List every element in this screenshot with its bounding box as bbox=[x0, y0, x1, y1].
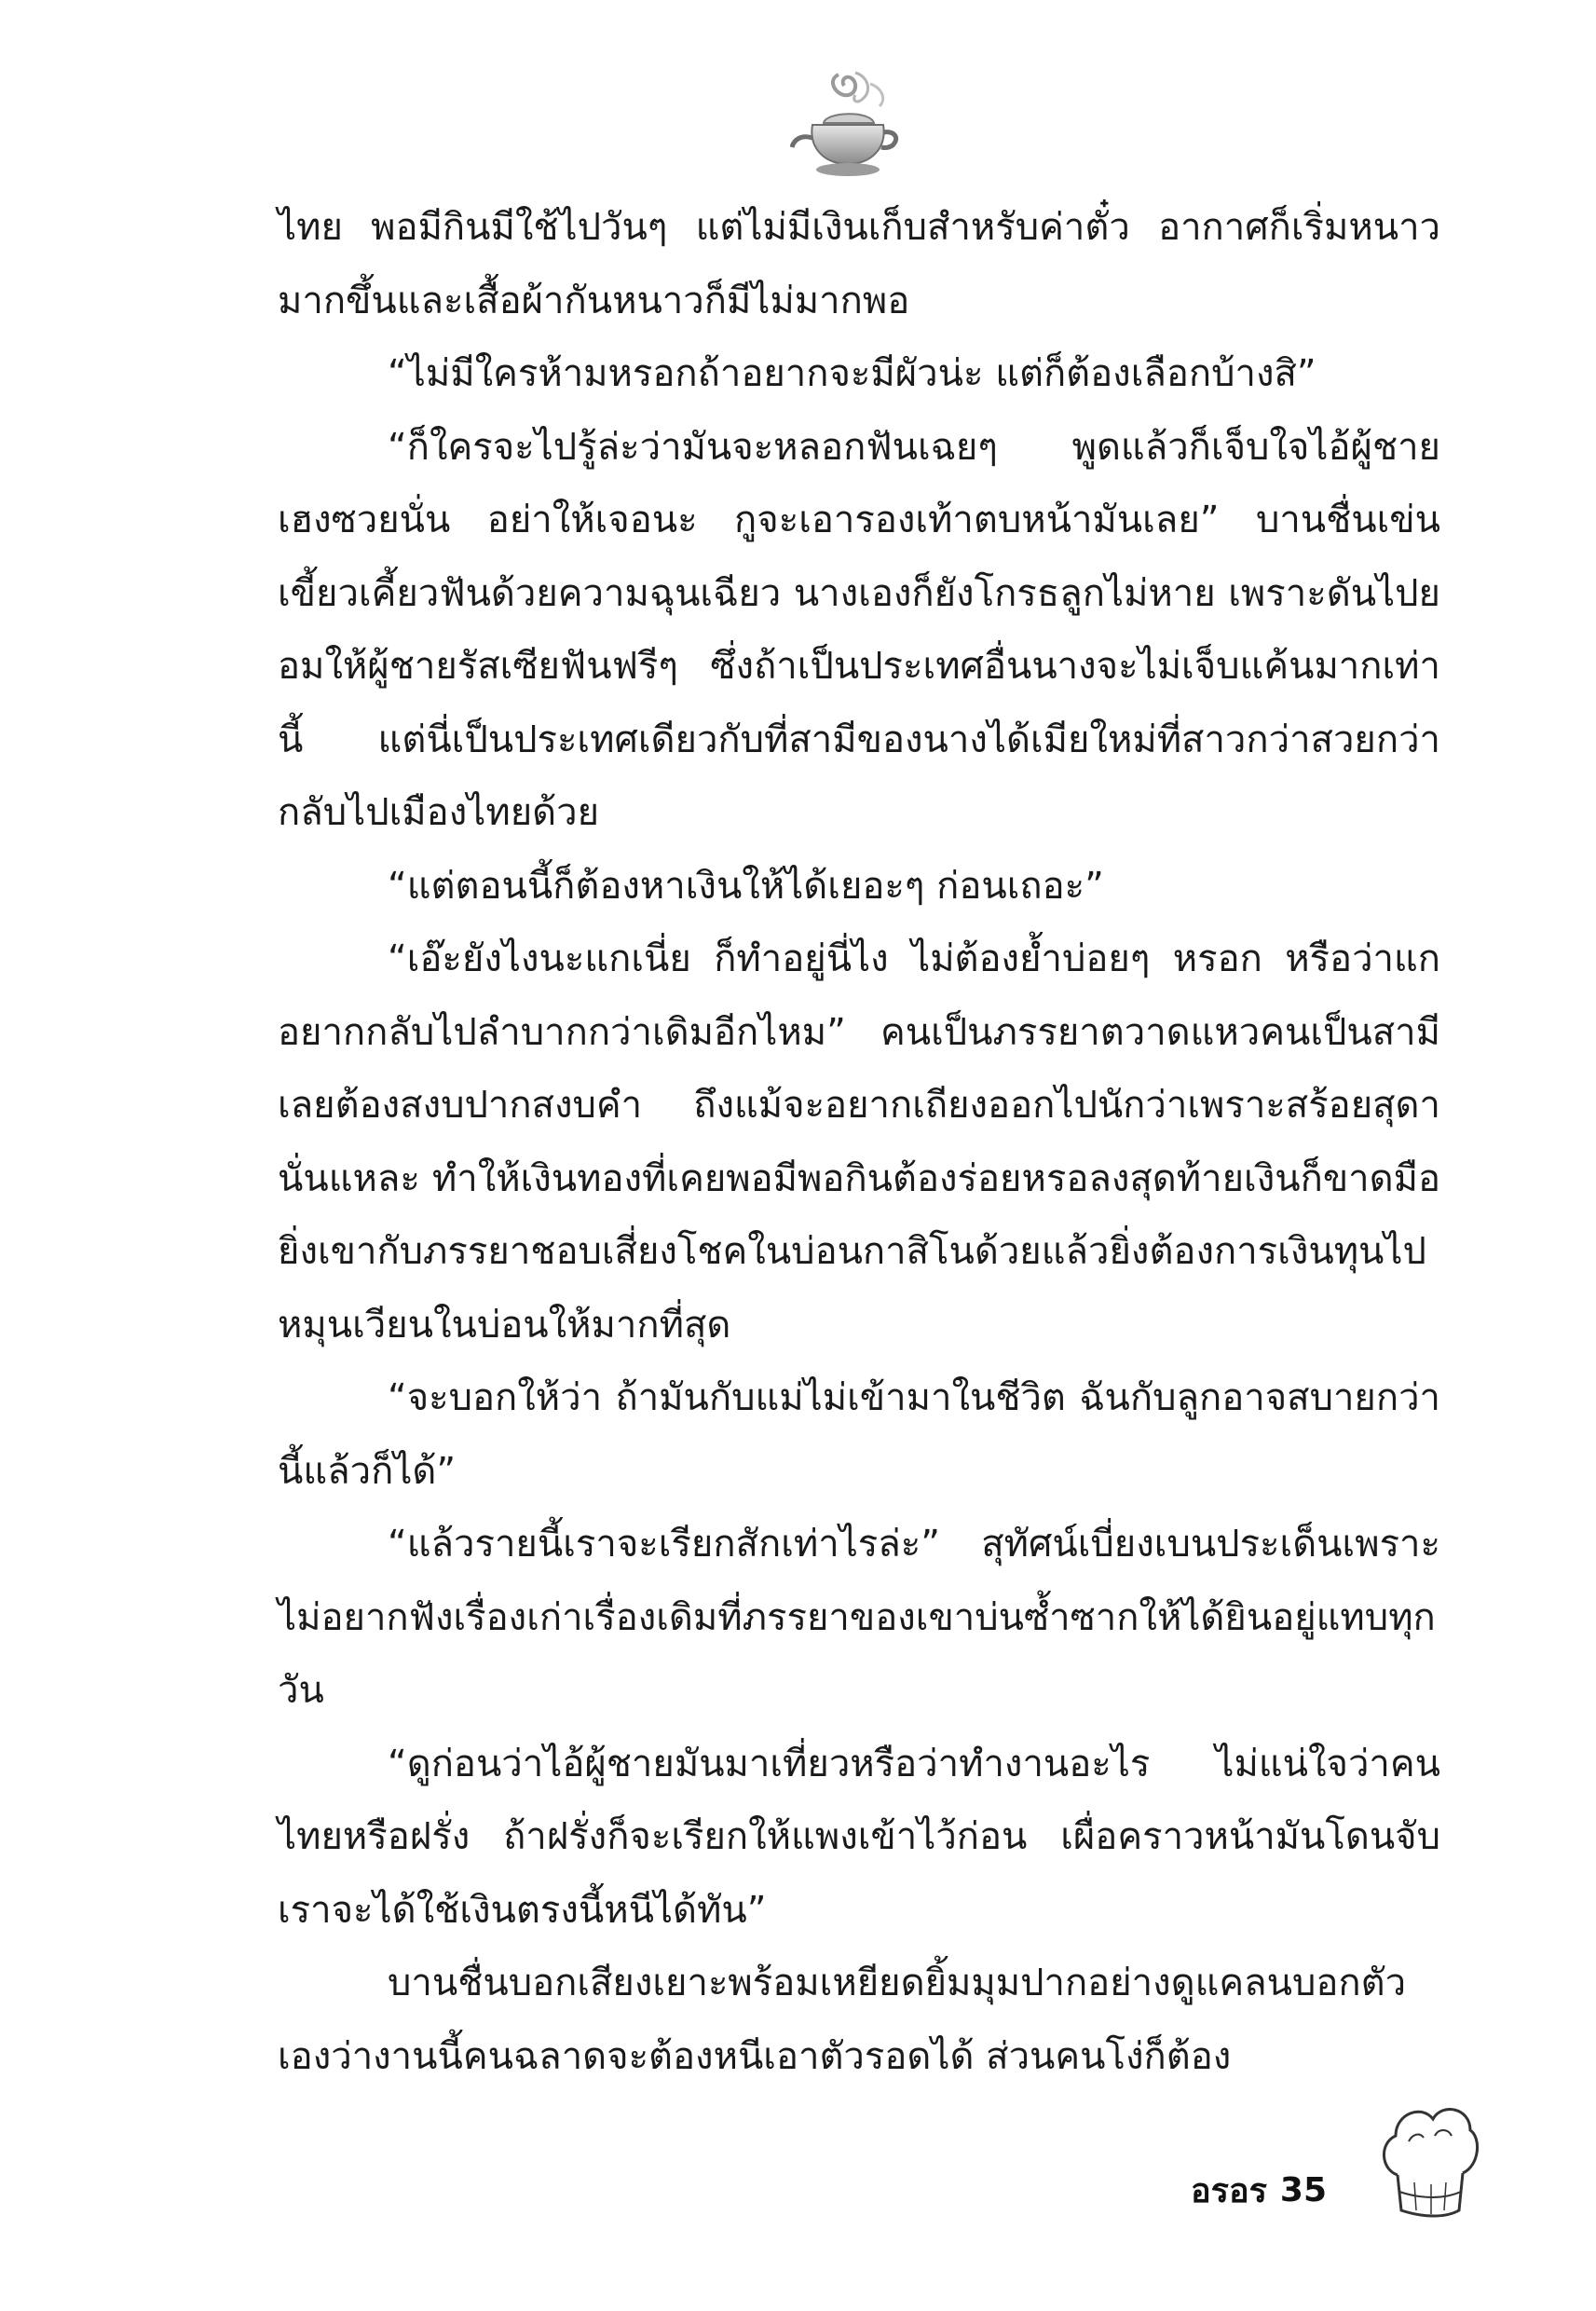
paragraph: “จะบอกให้ว่า ถ้ามันกับแม่ไม่เข้ามาในชีวิต ฉันกับลูกอาจสบายกว่านี้แล้วก็ได้” bbox=[278, 1376, 1440, 1493]
paragraph: บานชื่นบอกเสียงเยาะพร้อมเหยียดยิ้มมุมปากอย่างดูแคลนบอกตัวเองว่างานนี้คนฉลาดจะต้องหนีเอาตัวรอดได้ ส่วนคนโง่ก็ต้อง bbox=[278, 1962, 1407, 2078]
paragraph: “แล้วรายนี้เราจะเรียกสักเท่าไรล่ะ” สุทัศน์เบี่ยงเบนประเด็นเพราะไม่อยากฟังเรื่องเก่าเรื่องเดิมที่ภรรยาของเขาบ่นซ้ำซากให้ได้ยินอยู่แทบทุกวัน bbox=[278, 1523, 1440, 1712]
top-teapot-ornament-icon bbox=[790, 67, 907, 188]
footer-book-title: อรอร bbox=[1191, 2171, 1267, 2210]
paragraph: “ดูก่อนว่าไอ้ผู้ชายมันมาเที่ยวหรือว่าทำงานอะไร ไม่แน่ใจว่าคนไทยหรือฝรั่ง ถ้าฝรั่งก็จะเรียกให้แพงเข้าไว้ก่อน เผื่อคราวหน้ามันโดนจับเราจะได้ใช้เงินตรงนี้หนีได้ทัน” bbox=[278, 1742, 1440, 1932]
page-number: 35 bbox=[1279, 2170, 1328, 2209]
paragraph: ไทย พอมีกินมีใช้ไปวันๆ แต่ไม่มีเงินเก็บสำหรับค่าตั๋ว อากาศก็เริ่มหนาวมากขึ้นและเสื้อผ้ากันหนาวก็มีไม่มากพอ bbox=[278, 206, 1440, 322]
paragraph: “ก็ใครจะไปรู้ล่ะว่ามันจะหลอกฟันเฉยๆ พูดแล้วก็เจ็บใจไอ้ผู้ชายเฮงซวยนั่น อย่าให้เจอนะ กูจะเอารองเท้าตบหน้ามันเลย” บานชื่นเข่นเขี้ยวเคี้ยวฟันด้วยความฉุนเฉียว นางเองก็ยังโกรธลูกไม่หาย เพราะดันไปยอมให้ผู้ชายรัสเซียฟันฟรีๆ ซึ่งถ้าเป็นประเทศอื่นนางจะไม่เจ็บแค้นมากเท่านี้ แต่นี่เป็นประเทศเดียวกับที่สามีของนางได้เมียใหม่ที่สาวกว่าสวยกว่ากลับไปเมืองไทยด้วย bbox=[278, 425, 1440, 834]
body-text bbox=[278, 191, 1440, 2093]
page-footer bbox=[1191, 2162, 1327, 2218]
chef-hat-icon bbox=[1377, 2095, 1480, 2225]
paragraph: “ไม่มีใครห้ามหรอกถ้าอยากจะมีผัวน่ะ แต่ก็ต้องเลือกบ้างสิ” bbox=[388, 352, 1316, 395]
paragraph: “แต่ตอนนี้ก็ต้องหาเงินให้ได้เยอะๆ ก่อนเถอะ” bbox=[388, 864, 1104, 908]
paragraph: “เอ๊ะยังไงนะแกเนี่ย ก็ทำอยู่นี่ไง ไม่ต้องย้ำบ่อยๆ หรอก หรือว่าแกอยากกลับไปลำบากกว่าเดิมอีกไหม” คนเป็นภรรยาตวาดแหวคนเป็นสามีเลยต้องสงบปากสงบคำ ถึงแม้จะอยากเถียงออกไปนักว่าเพราะสร้อยสุดานั่นแหละ ทำให้เงินทองที่เคยพอมีพอกินต้องร่อยหรอลงสุดท้ายเงินก็ขาดมือ ยิ่งเขากับภรรยาชอบเสี่ยงโชคในบ่อนกาสิโนด้วยแล้วยิ่งต้องการเงินทุนไปหมุนเวียนในบ่อนให้มากที่สุด bbox=[278, 937, 1440, 1347]
